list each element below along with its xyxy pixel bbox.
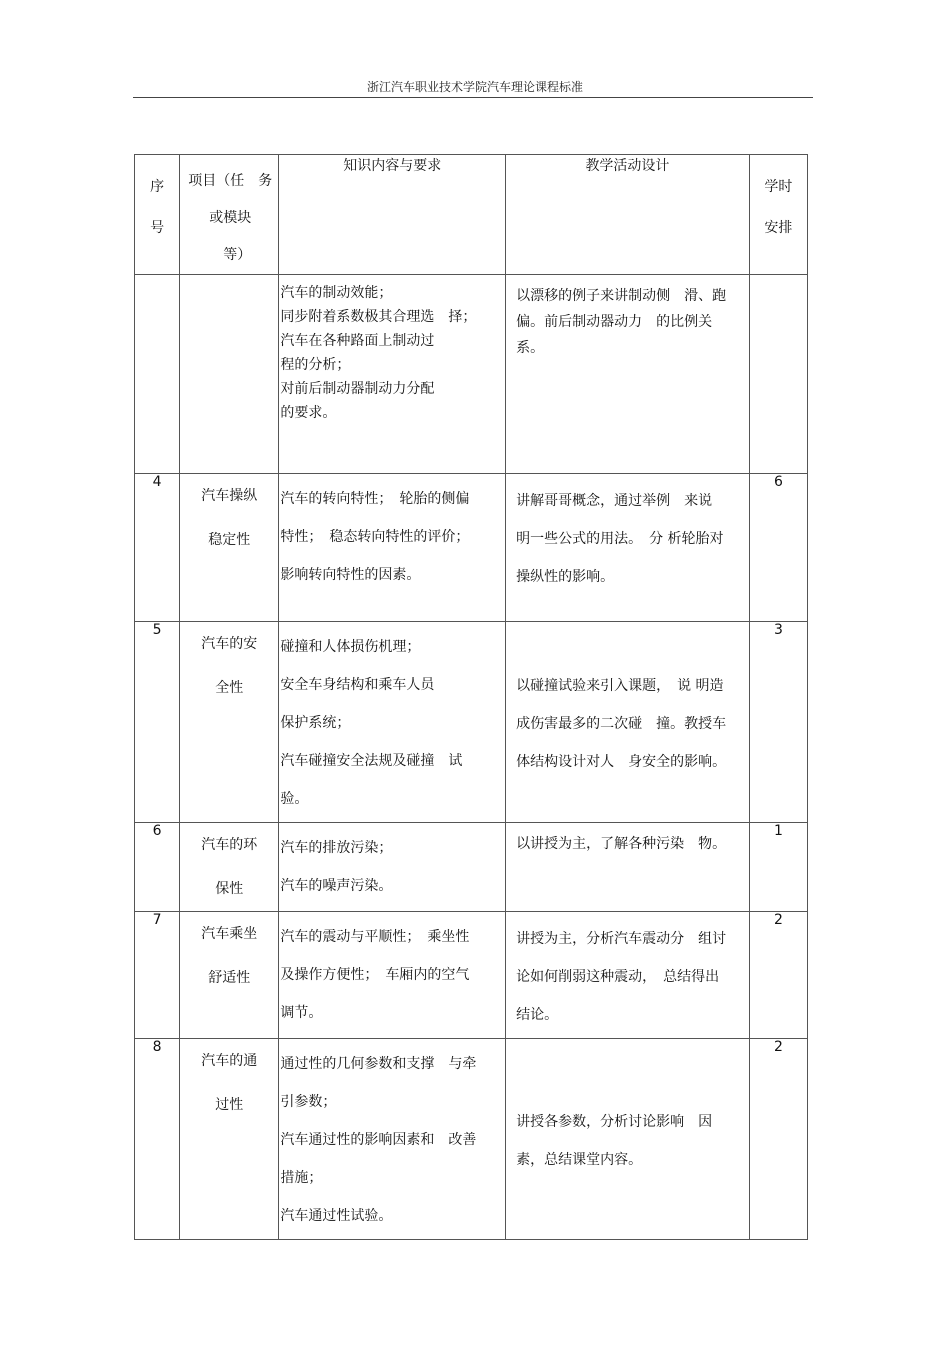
cell-line: 影响转向特性的因素。 [280, 567, 421, 583]
knowledge-cell [279, 275, 506, 474]
cell-line: 安排 [764, 220, 793, 236]
cell-line: 汽车的排放污染； [280, 840, 393, 856]
cell-line: 过性 [215, 1097, 244, 1113]
cell-line: 汽车通过性的影响因素和 改善 [280, 1132, 477, 1148]
seq-cell [135, 275, 180, 474]
column-header-activity-label: 教学活动设计 [585, 158, 670, 174]
cell-line: 通过性的几何参数和支撑 与牵 [280, 1056, 477, 1072]
project-cell [180, 275, 279, 474]
cell-line: 成伤害最多的二次碰 撞。教授车 [516, 716, 727, 732]
column-header-project [180, 155, 279, 275]
cell-line: 及操作方便性； 车厢内的空气 [280, 967, 470, 983]
cell-line: 调节。 [280, 1005, 323, 1021]
cell-line: 讲授各参数，分析讨论影响 因 [516, 1114, 713, 1130]
table-row [135, 912, 808, 1039]
hours-cell: 3 [749, 622, 807, 823]
cell-line: 汽车通过性试验。 [280, 1208, 393, 1224]
cell-line: 学时 [764, 179, 793, 195]
cell-line: 系。 [516, 340, 545, 356]
cell-line: 素，总结课堂内容。 [516, 1152, 643, 1168]
project-cell [180, 622, 279, 823]
column-header-knowledge [279, 155, 506, 275]
cell-line: 讲解哥哥概念，通过举例 来说 [516, 493, 713, 509]
cell-line: 同步附着系数极其合理选 择； [280, 309, 477, 325]
seq-cell: 5 [135, 622, 180, 823]
knowledge-cell [279, 912, 506, 1039]
cell-line: 以漂移的例子来讲制动侧 滑、跑 [516, 288, 727, 304]
cell-line: 或模块 [209, 210, 252, 226]
cell-line: 舒适性 [208, 970, 251, 986]
cell-line: 汽车操纵 [201, 488, 258, 504]
cell-line: 保护系统； [280, 715, 351, 731]
header-rule [133, 97, 813, 98]
knowledge-cell [279, 622, 506, 823]
column-header-seq [135, 155, 180, 275]
cell-line: 汽车的通 [201, 1053, 258, 1069]
hours-cell: 1 [749, 823, 807, 912]
seq-cell: 6 [135, 823, 180, 912]
column-header-knowledge-label: 知识内容与要求 [343, 158, 442, 174]
activity-cell [506, 474, 750, 622]
cell-line: 等） [209, 247, 252, 263]
cell-line: 碰撞和人体损伤机理； [280, 639, 421, 655]
seq-cell: 8 [135, 1039, 180, 1240]
cell-line: 明一些公式的用法。 分 析轮胎对 [516, 531, 724, 547]
cell-line: 汽车乘坐 [201, 926, 258, 942]
cell-line: 项目（任 务 [188, 173, 273, 189]
cell-line: 措施； [280, 1170, 323, 1186]
cell-line: 的要求。 [280, 405, 337, 421]
cell-line: 结论。 [516, 1007, 559, 1023]
activity-cell [506, 1039, 750, 1240]
cell-line: 对前后制动器制动力分配 [280, 381, 435, 397]
column-header-hours [749, 155, 807, 275]
cell-line: 引参数； [280, 1094, 337, 1110]
knowledge-cell [279, 1039, 506, 1240]
seq-cell: 7 [135, 912, 180, 1039]
activity-cell [506, 275, 750, 474]
column-header-activity [506, 155, 750, 275]
activity-cell [506, 912, 750, 1039]
cell-line: 汽车的噪声污染。 [280, 878, 393, 894]
cell-line: 操纵性的影响。 [516, 569, 615, 585]
hours-cell [749, 275, 807, 474]
hours-cell: 6 [749, 474, 807, 622]
cell-line: 汽车的安 [201, 636, 258, 652]
seq-cell: 4 [135, 474, 180, 622]
cell-line: 程的分析； [280, 357, 351, 373]
table-row [135, 622, 808, 823]
cell-line: 保性 [215, 881, 244, 897]
cell-line: 以碰撞试验来引入课题， 说 明造 [516, 678, 724, 694]
cell-line: 汽车碰撞安全法规及碰撞 试 [280, 753, 463, 769]
project-cell [180, 1039, 279, 1240]
project-cell [180, 912, 279, 1039]
project-cell [180, 474, 279, 622]
cell-line: 号 [150, 220, 165, 236]
activity-cell [506, 823, 750, 912]
table-row [135, 1039, 808, 1240]
hours-cell: 2 [749, 1039, 807, 1240]
table-row [135, 275, 808, 474]
cell-line: 汽车在各种路面上制动过 [280, 333, 435, 349]
table-row [135, 474, 808, 622]
course-standard-table [134, 154, 808, 1240]
cell-line: 汽车的环 [201, 837, 258, 853]
cell-line: 汽车的震动与平顺性； 乘坐性 [280, 929, 470, 945]
cell-line: 特性； 稳态转向特性的评价； [280, 529, 470, 545]
project-cell [180, 823, 279, 912]
cell-line: 体结构设计对人 身安全的影响。 [516, 754, 727, 770]
cell-line: 汽车的制动效能； [280, 285, 393, 301]
hours-cell: 2 [749, 912, 807, 1039]
cell-line: 偏。前后制动器动力 的比例关 [516, 314, 713, 330]
table-row [135, 823, 808, 912]
activity-cell [506, 622, 750, 823]
table-header-row [135, 155, 808, 275]
cell-line: 论如何削弱这种震动， 总结得出 [516, 969, 720, 985]
cell-line: 序 [150, 179, 165, 195]
knowledge-cell [279, 823, 506, 912]
cell-line: 稳定性 [208, 532, 251, 548]
cell-line: 全性 [215, 680, 244, 696]
cell-line: 安全车身结构和乘车人员 [280, 677, 435, 693]
page-header: 浙江汽车职业技术学院汽车理论课程标准 [366, 80, 583, 94]
knowledge-cell [279, 474, 506, 622]
cell-line: 讲授为主，分析汽车震动分 组讨 [516, 931, 727, 947]
cell-line: 验。 [280, 791, 309, 807]
cell-line: 以讲授为主，了解各种污染 物。 [516, 836, 727, 852]
cell-line: 汽车的转向特性； 轮胎的侧偏 [280, 491, 470, 507]
